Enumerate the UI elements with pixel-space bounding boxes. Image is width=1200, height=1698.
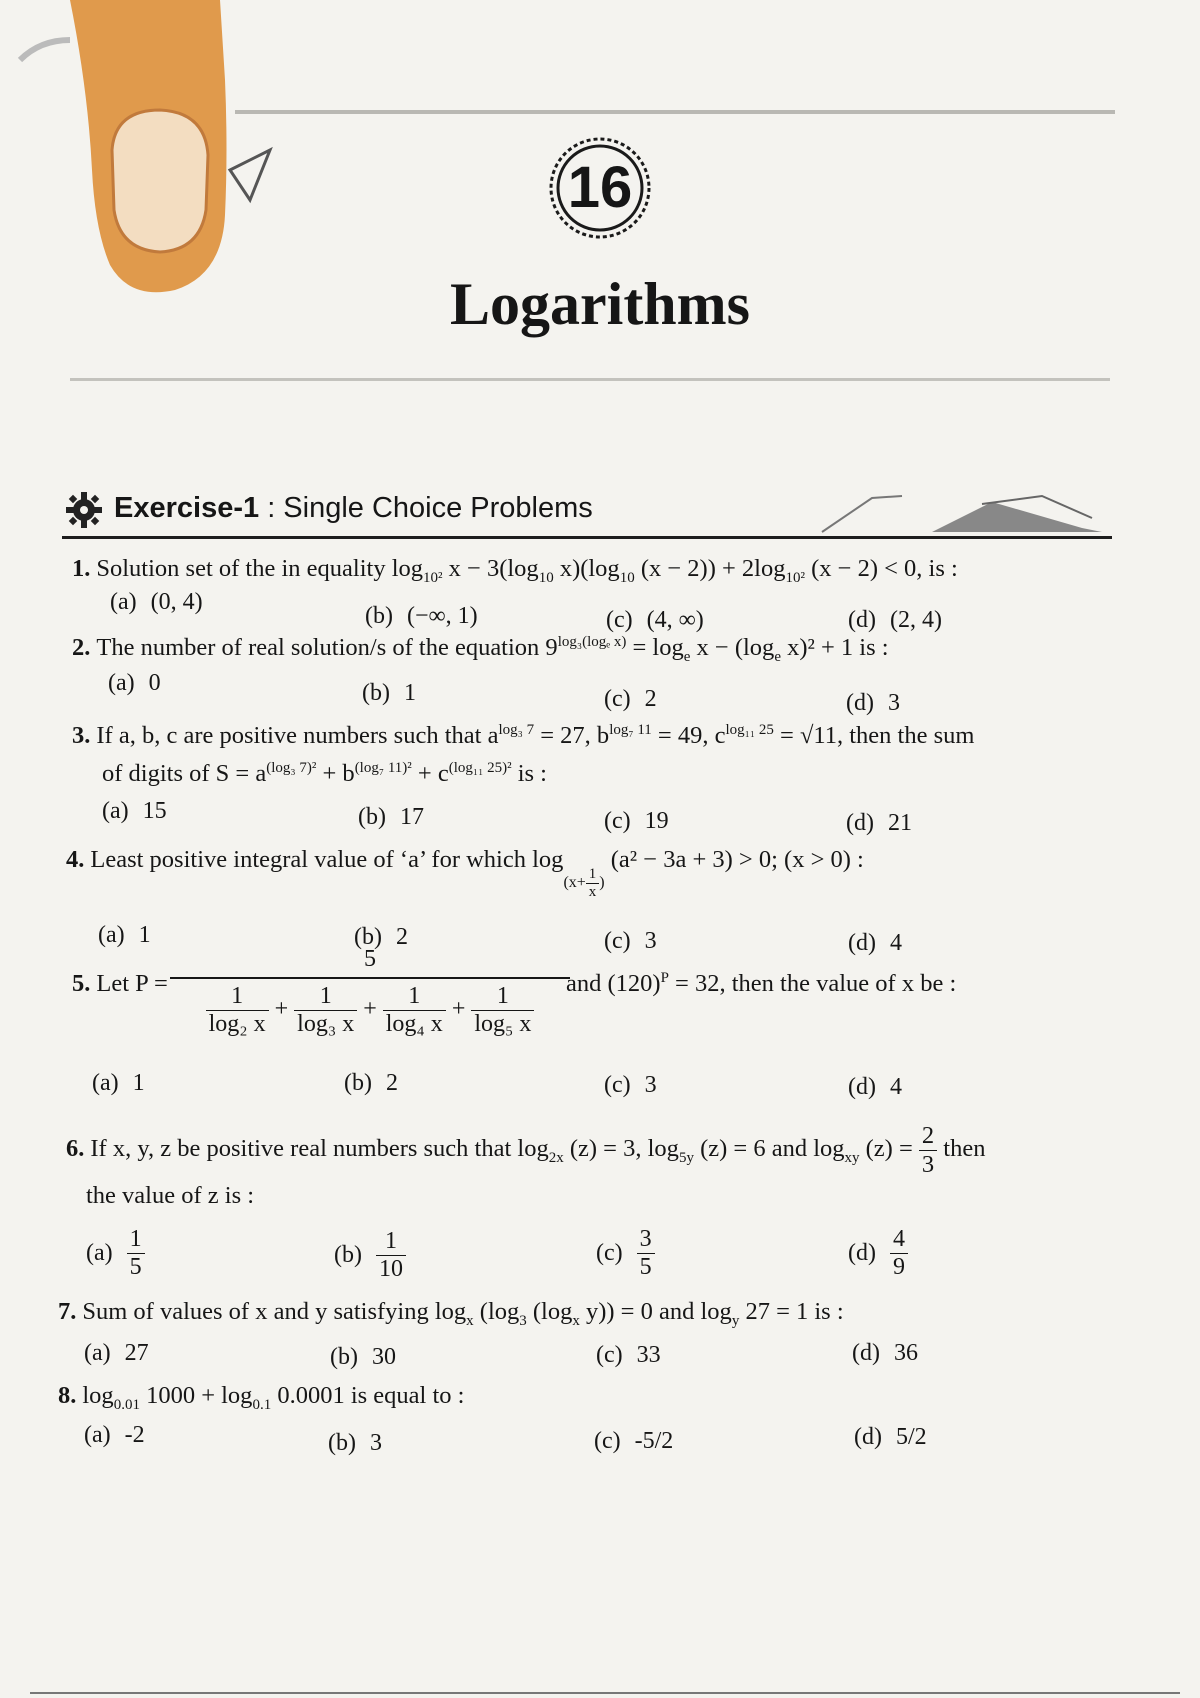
option-c[interactable] bbox=[604, 686, 657, 713]
fraction-denominator: log₄ x bbox=[385, 1011, 443, 1037]
plus-sign: + bbox=[274, 996, 289, 1023]
option-value: 1 bbox=[403, 680, 416, 706]
option-value: 3 bbox=[887, 690, 900, 716]
subscript: x bbox=[466, 1312, 474, 1329]
question-text: of digits of S = a bbox=[102, 760, 267, 787]
exercise-header bbox=[62, 484, 1112, 539]
question-text: = log bbox=[626, 634, 684, 661]
option-label: (a) bbox=[84, 1422, 111, 1448]
question-text: is : bbox=[511, 760, 547, 787]
option-value: 17 bbox=[399, 804, 424, 830]
plus-sign: + bbox=[451, 996, 466, 1023]
question-text: Solution set of the in equality log bbox=[96, 555, 424, 582]
question-text: 0.0001 is equal to : bbox=[271, 1382, 465, 1409]
option-b[interactable] bbox=[330, 1344, 396, 1371]
fraction-numerator: 1 bbox=[376, 1228, 406, 1256]
question-number: 5. bbox=[72, 970, 91, 997]
question-text: (x − 2) < 0, is : bbox=[804, 555, 958, 582]
superscript: P bbox=[660, 969, 669, 986]
question-5-continued bbox=[566, 970, 956, 998]
option-a[interactable] bbox=[92, 1070, 145, 1097]
fraction-numerator: 4 bbox=[890, 1226, 908, 1254]
option-fraction bbox=[890, 1226, 908, 1281]
option-label: (a) bbox=[92, 1070, 119, 1096]
question-5 bbox=[72, 970, 168, 998]
fraction-denominator bbox=[170, 979, 570, 1038]
fraction-denominator: 10 bbox=[378, 1256, 403, 1282]
fraction-numerator: 2 bbox=[919, 1122, 937, 1151]
option-value: 19 bbox=[644, 808, 669, 834]
option-a[interactable] bbox=[98, 922, 151, 949]
question-text: If x, y, z be positive real numbers such that log bbox=[90, 1135, 549, 1163]
option-c[interactable] bbox=[604, 1072, 657, 1099]
subscript: 5y bbox=[678, 1150, 694, 1167]
option-label: (a) bbox=[86, 1240, 113, 1266]
question-text: = 27, b bbox=[534, 722, 610, 749]
fraction-numerator: 1 bbox=[471, 983, 534, 1011]
option-value: 3 bbox=[644, 928, 657, 954]
option-label: (b) bbox=[334, 1242, 362, 1268]
option-d[interactable] bbox=[848, 1226, 908, 1281]
option-label: (a) bbox=[84, 1340, 111, 1366]
question-text: y)) = 0 and log bbox=[579, 1298, 732, 1325]
option-a[interactable] bbox=[108, 670, 161, 697]
superscript: log₇ 11 bbox=[609, 721, 652, 738]
fraction-numerator: 3 bbox=[637, 1226, 655, 1254]
question-text: x)² + 1 is : bbox=[780, 634, 889, 661]
term-fraction bbox=[471, 983, 534, 1038]
option-value: 5/2 bbox=[895, 1424, 927, 1450]
chapter-number: 16 bbox=[567, 155, 633, 220]
option-label: (b) bbox=[344, 1070, 372, 1096]
option-c[interactable] bbox=[604, 928, 657, 955]
question-number: 7. bbox=[58, 1298, 77, 1325]
plus-sign: + bbox=[363, 996, 377, 1023]
fraction-numerator: 5 bbox=[170, 946, 570, 979]
subscript: 10² bbox=[785, 569, 805, 586]
base-text: (x+ bbox=[563, 874, 586, 891]
option-label: (b) bbox=[354, 924, 382, 950]
fraction-denominator: 5 bbox=[129, 1254, 142, 1280]
fraction-denominator: log₃ x bbox=[297, 1011, 355, 1037]
question-text: and (120) bbox=[566, 970, 661, 997]
question-3 bbox=[72, 722, 974, 750]
question-text: x − (log bbox=[690, 634, 775, 661]
option-fraction bbox=[376, 1228, 406, 1283]
subscript: 0.1 bbox=[252, 1396, 272, 1413]
question-text: (a² − 3a + 3) > 0; (x > 0) : bbox=[604, 846, 864, 873]
superscript: log₃(logₑ x) bbox=[557, 633, 627, 650]
question-text: (z) = 6 and log bbox=[693, 1135, 845, 1163]
option-a[interactable] bbox=[86, 1226, 145, 1281]
question-text: (x − 2)) + 2log bbox=[634, 555, 786, 582]
option-c[interactable] bbox=[594, 1428, 673, 1455]
option-c[interactable] bbox=[606, 607, 704, 634]
option-label: (b) bbox=[328, 1430, 356, 1456]
question-number: 8. bbox=[58, 1382, 77, 1409]
subscript: 2x bbox=[548, 1150, 564, 1167]
question-6-continued bbox=[86, 1182, 254, 1210]
option-fraction bbox=[127, 1226, 145, 1281]
option-fraction bbox=[637, 1226, 655, 1281]
option-value: (2, 4) bbox=[889, 607, 942, 633]
option-d[interactable] bbox=[846, 690, 900, 717]
question-text: x)(log bbox=[553, 555, 620, 582]
option-label: (c) bbox=[596, 1240, 623, 1266]
subscript: 10² bbox=[423, 569, 443, 586]
option-value: (4, ∞) bbox=[646, 607, 704, 633]
question-6 bbox=[66, 1122, 985, 1179]
subscript: y bbox=[731, 1312, 740, 1329]
question-text: 1000 + log bbox=[139, 1382, 253, 1409]
option-d[interactable] bbox=[852, 1340, 918, 1367]
option-value: 2 bbox=[385, 1070, 398, 1096]
question-text: (z) = bbox=[859, 1135, 913, 1163]
fraction-numerator: 1 bbox=[127, 1226, 145, 1254]
option-value: 4 bbox=[889, 1074, 902, 1100]
superscript: (log₇ 11)² bbox=[354, 759, 412, 776]
question-7 bbox=[58, 1298, 844, 1329]
option-label: (b) bbox=[358, 804, 386, 830]
chapter-title: Logarithms bbox=[450, 271, 750, 337]
question-text: log bbox=[82, 1382, 114, 1409]
fraction-numerator: 1 bbox=[383, 983, 446, 1011]
option-c[interactable] bbox=[596, 1226, 655, 1281]
subscript: 0.01 bbox=[113, 1396, 140, 1413]
question-number: 2. bbox=[72, 634, 91, 661]
fraction-denominator: 9 bbox=[892, 1254, 905, 1280]
option-value: 15 bbox=[142, 798, 167, 824]
option-label: (a) bbox=[108, 670, 135, 696]
superscript: (log₁₁ 25)² bbox=[448, 759, 512, 776]
fraction-numerator: 1 bbox=[294, 983, 357, 1011]
option-label: (a) bbox=[102, 798, 129, 824]
option-label: (d) bbox=[848, 607, 876, 633]
pencil-decoration-icon bbox=[782, 488, 1112, 534]
term-fraction bbox=[206, 983, 269, 1038]
option-value: 0 bbox=[148, 670, 161, 696]
question-text: = 49, c bbox=[651, 722, 726, 749]
option-b[interactable] bbox=[334, 1228, 406, 1283]
option-d[interactable] bbox=[846, 810, 912, 837]
option-value: 2 bbox=[644, 686, 657, 712]
fraction-denominator: 3 bbox=[921, 1151, 935, 1178]
term-fraction bbox=[294, 983, 357, 1038]
subscript: x bbox=[572, 1312, 580, 1329]
option-value: 1 bbox=[138, 922, 151, 948]
fraction-denominator: log₅ x bbox=[474, 1011, 532, 1037]
option-value: -2 bbox=[124, 1422, 145, 1448]
exercise-label: Exercise-1 bbox=[114, 492, 260, 524]
option-b[interactable] bbox=[344, 1070, 398, 1097]
option-value: (−∞, 1) bbox=[406, 603, 478, 629]
option-label: (d) bbox=[848, 1240, 876, 1266]
question-number: 1. bbox=[72, 555, 91, 582]
option-label: (d) bbox=[854, 1424, 882, 1450]
question-text: Sum of values of x and y satisfying log bbox=[82, 1298, 467, 1325]
option-value: 36 bbox=[893, 1340, 918, 1366]
superscript: (log₃ 7)² bbox=[266, 759, 317, 776]
exercise-title bbox=[114, 492, 593, 525]
option-value: 21 bbox=[887, 810, 912, 836]
option-value: 1 bbox=[132, 1070, 145, 1096]
option-label: (d) bbox=[848, 1074, 876, 1100]
log-base bbox=[563, 865, 605, 900]
question-text: the value of z is : bbox=[86, 1182, 255, 1209]
question-text: then bbox=[937, 1135, 986, 1163]
option-label: (a) bbox=[98, 922, 125, 948]
option-value: 4 bbox=[889, 930, 902, 956]
subscript: 10 bbox=[538, 569, 554, 586]
base-text: ) bbox=[599, 874, 605, 891]
option-label: (b) bbox=[330, 1344, 358, 1370]
option-b[interactable] bbox=[365, 603, 478, 630]
question-text: Least positive integral value of ‘a’ for which log bbox=[90, 846, 564, 873]
option-d[interactable] bbox=[848, 930, 902, 957]
fraction-numerator: 1 bbox=[206, 983, 269, 1011]
option-label: (c) bbox=[604, 1072, 631, 1098]
subscript: e bbox=[774, 648, 781, 665]
gear-icon bbox=[64, 490, 104, 530]
option-label: (d) bbox=[852, 1340, 880, 1366]
question-text: (z) = 3, log bbox=[563, 1135, 679, 1163]
question-number: 6. bbox=[66, 1135, 85, 1163]
option-b[interactable] bbox=[358, 804, 424, 831]
question-text: x − 3(log bbox=[442, 555, 539, 582]
option-value: 3 bbox=[369, 1430, 382, 1456]
option-b[interactable] bbox=[328, 1430, 382, 1457]
question-text: 27 = 1 is : bbox=[739, 1298, 844, 1325]
option-a[interactable] bbox=[84, 1422, 145, 1449]
option-label: (b) bbox=[362, 680, 390, 706]
option-label: (d) bbox=[846, 810, 874, 836]
option-label: (c) bbox=[606, 607, 633, 633]
option-label: (c) bbox=[594, 1428, 621, 1454]
option-value: 30 bbox=[371, 1344, 396, 1370]
option-value: -5/2 bbox=[634, 1428, 674, 1454]
question-8 bbox=[58, 1382, 465, 1413]
value-fraction bbox=[919, 1122, 937, 1179]
option-c[interactable] bbox=[604, 808, 669, 835]
question-1 bbox=[72, 555, 958, 586]
fraction-denominator: log₂ x bbox=[208, 1011, 266, 1037]
question-text: = √11, then the sum bbox=[773, 722, 975, 749]
option-a[interactable] bbox=[102, 798, 167, 825]
question-number: 3. bbox=[72, 722, 91, 749]
option-label: (c) bbox=[604, 928, 631, 954]
fraction-numerator: 1 bbox=[586, 866, 600, 884]
base-fraction bbox=[586, 866, 600, 901]
bottom-rule bbox=[30, 1692, 1180, 1694]
option-c[interactable] bbox=[596, 1342, 661, 1369]
option-a[interactable] bbox=[84, 1340, 149, 1367]
question-text: If a, b, c are positive numbers such that a bbox=[96, 722, 499, 749]
option-value: (0, 4) bbox=[150, 589, 203, 615]
option-label: (d) bbox=[846, 690, 874, 716]
option-d[interactable] bbox=[848, 1074, 902, 1101]
option-label: (c) bbox=[596, 1342, 623, 1368]
p-fraction bbox=[170, 946, 570, 1038]
top-rule bbox=[235, 110, 1115, 114]
subscript: 10 bbox=[619, 569, 635, 586]
question-4 bbox=[66, 846, 864, 901]
question-text: (log bbox=[473, 1298, 520, 1325]
question-text: (log bbox=[526, 1298, 573, 1325]
term-fraction bbox=[383, 983, 446, 1038]
question-text: The number of real solution/s of the equation 9 bbox=[96, 634, 558, 661]
subscript: 3 bbox=[519, 1312, 527, 1329]
option-b[interactable] bbox=[362, 680, 416, 707]
option-label: (c) bbox=[604, 686, 631, 712]
fraction-denominator: 5 bbox=[639, 1254, 652, 1280]
question-text: + b bbox=[316, 760, 355, 787]
question-text: + c bbox=[411, 760, 449, 787]
option-value: 27 bbox=[124, 1340, 149, 1366]
question-text: Let P = bbox=[96, 970, 168, 997]
option-label: (a) bbox=[110, 589, 137, 615]
option-value: 2 bbox=[395, 924, 408, 950]
question-text: = 32, then the value of x be : bbox=[668, 970, 957, 997]
option-a[interactable] bbox=[110, 589, 203, 616]
option-label: (c) bbox=[604, 808, 631, 834]
option-value: 33 bbox=[636, 1342, 661, 1368]
question-number: 4. bbox=[66, 846, 85, 873]
fraction-denominator: x bbox=[588, 883, 597, 900]
question-2 bbox=[72, 633, 889, 665]
superscript: log₃ 7 bbox=[498, 721, 535, 738]
option-d[interactable] bbox=[848, 607, 942, 634]
superscript: log₁₁ 25 bbox=[725, 721, 774, 738]
option-label: (d) bbox=[848, 930, 876, 956]
option-label: (b) bbox=[365, 603, 393, 629]
subscript: e bbox=[683, 648, 691, 665]
header-rule bbox=[70, 378, 1110, 381]
question-3-continued bbox=[102, 760, 547, 788]
option-value: 3 bbox=[644, 1072, 657, 1098]
exercise-subtitle: : Single Choice Problems bbox=[267, 492, 593, 524]
subscript: xy bbox=[844, 1150, 860, 1167]
option-d[interactable] bbox=[854, 1424, 927, 1451]
